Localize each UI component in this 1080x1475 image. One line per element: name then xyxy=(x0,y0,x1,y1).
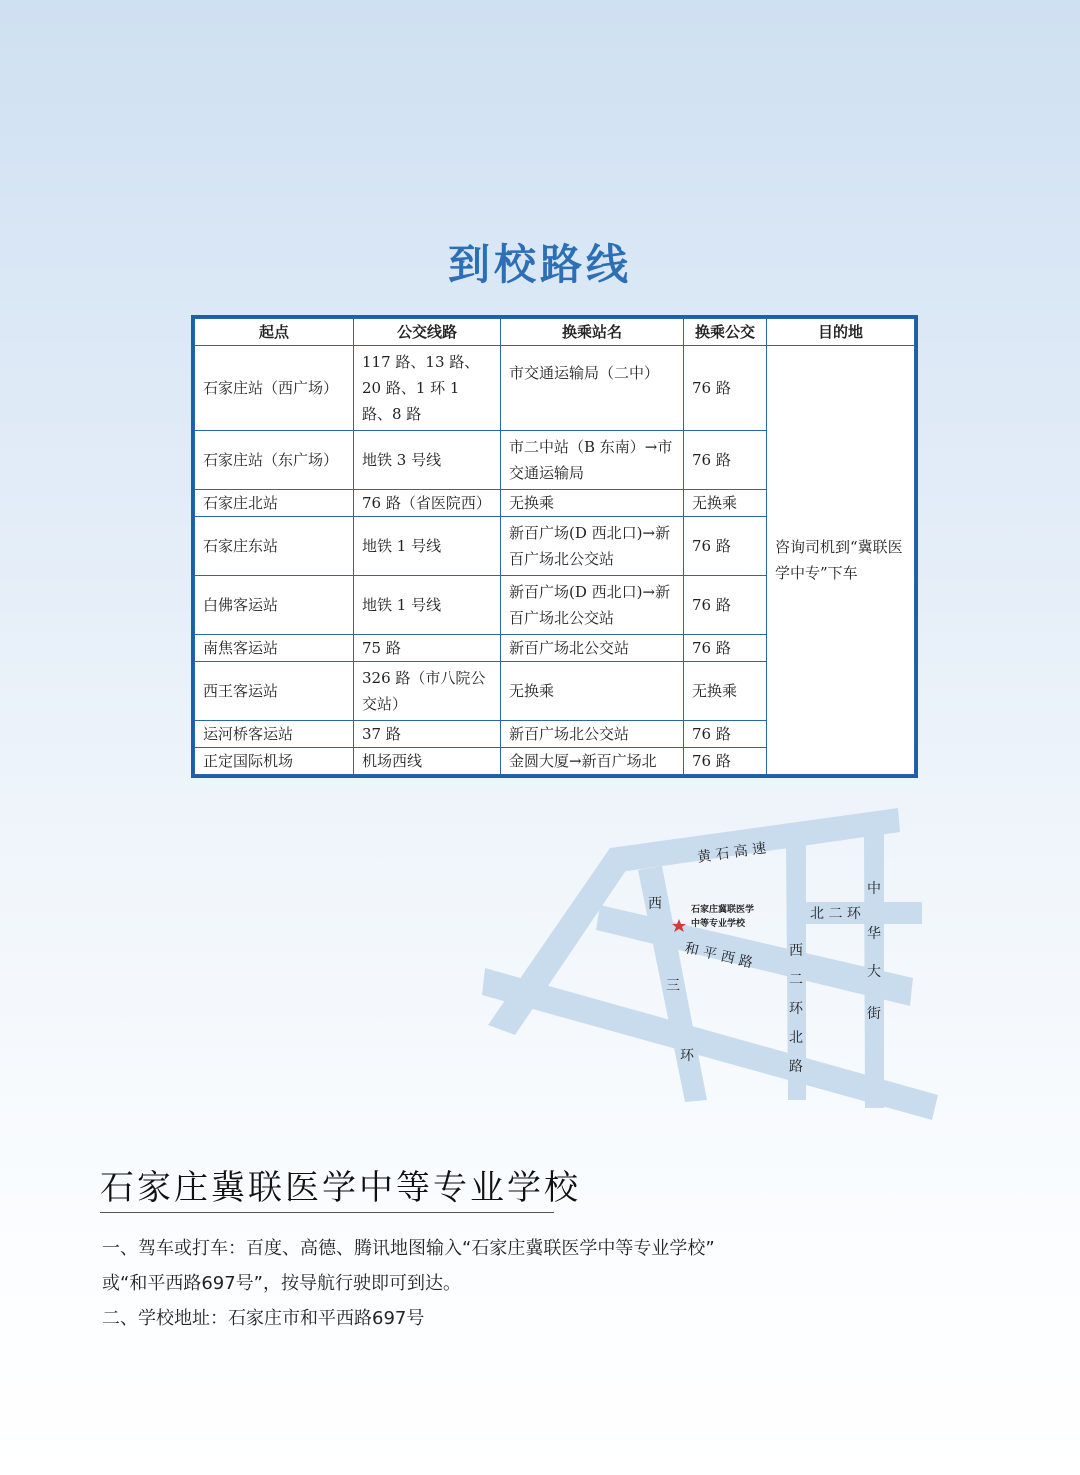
cell-transfer-station: 金圆大厦→新百广场北 xyxy=(501,748,684,775)
school-name: 石家庄冀联医学中等专业学校 xyxy=(100,1168,581,1208)
cell-bus: 地铁 3 号线 xyxy=(354,431,501,490)
label-heping-west-road: 和 平 西 路 xyxy=(683,940,755,972)
label-west-second-ring-2: 二 xyxy=(789,972,803,988)
cell-start: 运河桥客运站 xyxy=(195,721,354,748)
label-huangshi-expressway: 黄 石 高 速 xyxy=(696,840,768,866)
cell-transfer-station: 新百广场(D 西北口)→新百广场北公交站 xyxy=(501,517,684,576)
cell-bus: 326 路（市八院公交站） xyxy=(354,662,501,721)
label-west-second-ring-4: 北 xyxy=(789,1030,803,1046)
label-zhonghua-4: 街 xyxy=(867,1006,881,1022)
note-address: 二、学校地址：石家庄市和平西路697号 xyxy=(102,1308,425,1329)
cell-bus: 37 路 xyxy=(354,721,501,748)
cell-bus: 75 路 xyxy=(354,635,501,662)
cell-bus: 76 路（省医院西） xyxy=(354,490,501,517)
cell-transfer-station: 新百广场(D 西北口)→新百广场北公交站 xyxy=(501,576,684,635)
cell-transfer-bus: 无换乘 xyxy=(684,662,767,721)
cell-start: 石家庄站（西广场） xyxy=(195,346,354,431)
cell-bus: 117 路、13 路、20 路、1 环 1 路、8 路 xyxy=(354,346,501,431)
cell-transfer-bus: 76 路 xyxy=(684,517,767,576)
cell-destination: 咨询司机到“冀联医学中专”下车 xyxy=(767,346,915,775)
label-zhonghua-2: 华 xyxy=(867,926,881,942)
cell-transfer-station: 无换乘 xyxy=(501,662,684,721)
cell-start: 南焦客运站 xyxy=(195,635,354,662)
label-north-second-ring: 北 二 环 xyxy=(810,906,861,922)
cell-transfer-bus: 76 路 xyxy=(684,748,767,775)
header-destination: 目的地 xyxy=(767,319,915,346)
cell-transfer-station: 新百广场北公交站 xyxy=(501,635,684,662)
cell-transfer-bus: 76 路 xyxy=(684,346,767,431)
label-west-second-ring-3: 环 xyxy=(789,1001,803,1017)
note-driving: 一、驾车或打车：百度、高德、腾讯地图输入“石家庄冀联医学中等专业学校” xyxy=(102,1238,715,1259)
location-map xyxy=(470,790,950,1120)
header-bus: 公交线路 xyxy=(354,319,501,346)
cell-transfer-bus: 76 路 xyxy=(684,721,767,748)
cell-start: 西王客运站 xyxy=(195,662,354,721)
road-huangshi-expressway xyxy=(610,808,900,872)
header-transfer-bus: 换乘公交 xyxy=(684,319,767,346)
title-divider xyxy=(100,1212,554,1213)
cell-transfer-bus: 76 路 xyxy=(684,431,767,490)
cell-transfer-bus: 无换乘 xyxy=(684,490,767,517)
cell-transfer-station: 市交通运输局（二中） xyxy=(501,346,684,431)
cell-start: 石家庄站（东广场） xyxy=(195,431,354,490)
cell-bus: 机场西线 xyxy=(354,748,501,775)
cell-start: 白佛客运站 xyxy=(195,576,354,635)
label-san: 三 xyxy=(666,978,680,994)
cell-start: 石家庄北站 xyxy=(195,490,354,517)
label-zhonghua-1: 中 xyxy=(867,881,881,897)
label-xi: 西 xyxy=(648,896,662,912)
cell-transfer-station: 市二中站（B 东南）→市交通运输局 xyxy=(501,431,684,490)
page-title: 到校路线 xyxy=(447,240,632,289)
cell-bus: 地铁 1 号线 xyxy=(354,517,501,576)
school-label-line2: 中等专业学校 xyxy=(691,919,746,929)
label-west-second-ring-5: 路 xyxy=(789,1059,803,1075)
table-header-row xyxy=(195,319,915,346)
cell-start: 正定国际机场 xyxy=(195,748,354,775)
cell-transfer-bus: 76 路 xyxy=(684,576,767,635)
note-driving-cont: 或“和平西路697号”，按导航行驶即可到达。 xyxy=(102,1273,462,1294)
route-table xyxy=(194,318,915,775)
table-row xyxy=(195,346,915,431)
map-svg xyxy=(470,790,950,1120)
label-huan: 环 xyxy=(680,1048,694,1064)
cell-transfer-bus: 76 路 xyxy=(684,635,767,662)
school-label-line1: 石家庄冀联医学 xyxy=(691,905,755,915)
cell-transfer-station: 无换乘 xyxy=(501,490,684,517)
label-zhonghua-3: 大 xyxy=(867,964,881,980)
header-transfer-station: 换乘站名 xyxy=(501,319,684,346)
label-west-second-ring-1: 西 xyxy=(789,943,803,959)
cell-transfer-station: 新百广场北公交站 xyxy=(501,721,684,748)
cell-start: 石家庄东站 xyxy=(195,517,354,576)
cell-bus: 地铁 1 号线 xyxy=(354,576,501,635)
header-start: 起点 xyxy=(195,319,354,346)
